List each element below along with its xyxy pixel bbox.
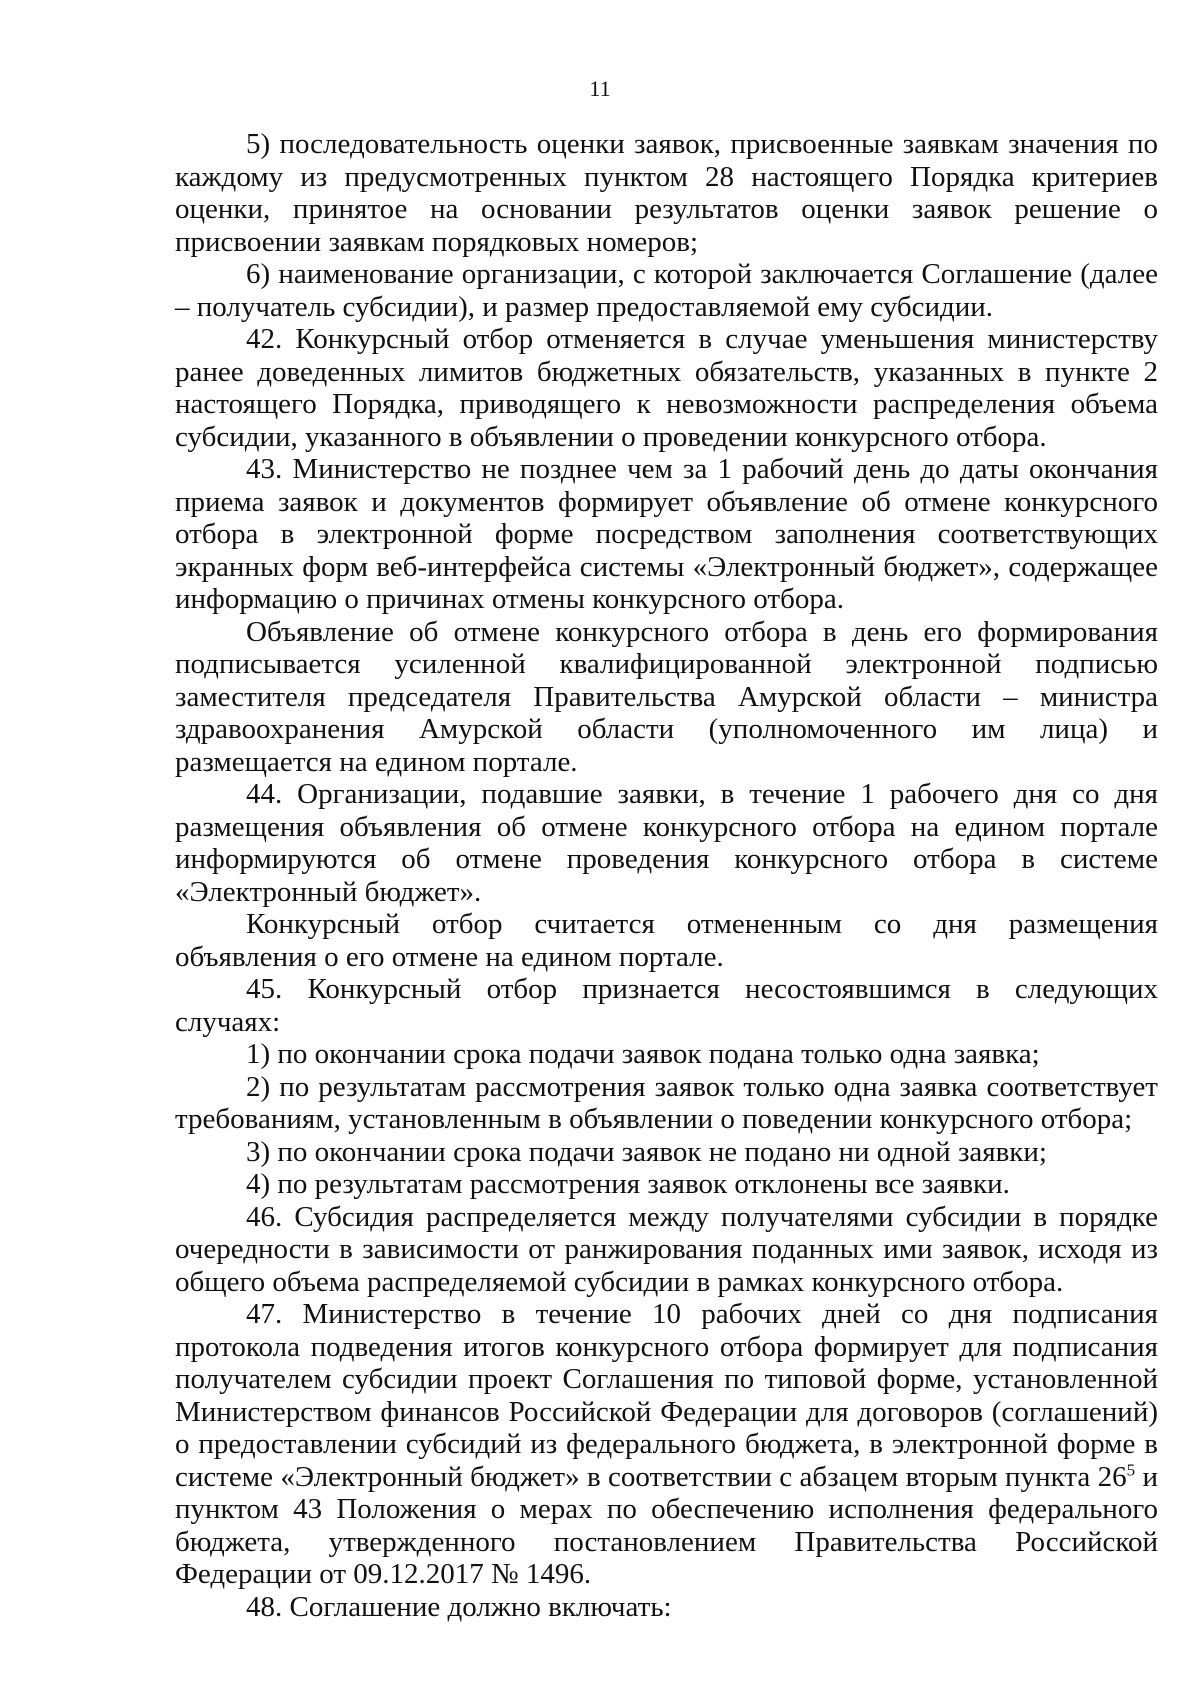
paragraph-43: 43. Министерство не позднее чем за 1 рабочий день до даты окончания приема заявок и документов формирует объявление об отмене конкурсного отбора в электронной форме посредством заполнения соответствующих экранных форм веб-интерфейса системы «Электронный бюджет», содержащее информацию о причинах отмены конкурсного отбора. bbox=[175, 453, 1158, 615]
paragraph-47-text-start: 47. Министерство в течение 10 рабочих дней со дня подписания протокола подведения итогов конкурсного отбора формирует для подписания получателем субсидии проект Соглашения по типовой форме, установленной Министерством финансов Российской Федерации для договоров (соглашений) о предоставлении субсидий из федерального бюджета, в электронной форме в системе «Электронный бюджет» в соответствии с абзацем вторым пункта 26 bbox=[175, 1298, 1158, 1493]
paragraph-48: 48. Соглашение должно включать: bbox=[246, 1590, 672, 1623]
paragraph-45-item-1: 1) по окончании срока подачи заявок подана только одна заявка; bbox=[246, 1038, 1040, 1070]
paragraph-47-text-end: и пунктом 43 Положения о мерах по обеспечению исполнения федерального бюджета, утвержденного постановлением Правительства Российской Федерации от 09.12.2017 № 1496. bbox=[175, 1460, 1158, 1590]
paragraph-44: 44. Организации, подавшие заявки, в течение 1 рабочего дня со дня размещения объявления об отмене конкурсного отбора на едином портале информируются об отмене проведения конкурсного отбора в системе «Электронный бюджет». bbox=[175, 778, 1158, 908]
paragraph-47 bbox=[175, 1298, 1158, 1591]
paragraph-item-5: 5) последовательность оценки заявок, присвоенные заявкам значения по каждому из предусмотренных пунктом 28 настоящего Порядка критериев оценки, принятое на основании результатов оценки заявок решение о присвоении заявкам порядковых номеров; bbox=[175, 128, 1158, 258]
paragraph-47-superscript: 5 bbox=[1126, 1459, 1136, 1479]
paragraph-43-announcement: Объявление об отмене конкурсного отбора в день его формирования подписывается усиленной квалифицированной электронной подписью заместителя председателя Правительства Амурской области – министра здравоохранения Амурской области (уполномоченного им лица) и размещается на едином портале. bbox=[175, 615, 1158, 778]
paragraph-45: 45. Конкурсный отбор признается несостоявшимся в следующих случаях: bbox=[175, 973, 1158, 1038]
paragraph-45-item-3: 3) по окончании срока подачи заявок не подано ни одной заявки; bbox=[246, 1135, 1047, 1168]
paragraph-42: 42. Конкурсный отбор отменяется в случае уменьшения министерству ранее доведенных лимитов бюджетных обязательств, указанных в пункте 2 настоящего Порядка, приводящего к невозможности распределения объема субсидии, указанного в объявлении о проведении конкурсного отбора. bbox=[175, 323, 1158, 453]
paragraph-45-item-2: 2) по результатам рассмотрения заявок только одна заявка соответствует требованиям, установленным в объявлении о поведении конкурсного отбора; bbox=[175, 1070, 1158, 1135]
paragraph-item-6: 6) наименование организации, с которой заключается Соглашение (далее – получатель субсидии), и размер предоставляемой ему субсидии. bbox=[175, 258, 1158, 323]
page-number: 11 bbox=[589, 76, 611, 101]
document-body bbox=[175, 128, 1158, 1623]
paragraph-46: 46. Субсидия распределяется между получателями субсидии в порядке очередности в зависимости от ранжирования поданных ими заявок, исходя из общего объема распределяемой субсидии в рамках конкурсного отбора. bbox=[175, 1200, 1158, 1298]
paragraph-44-cancelled: Конкурсный отбор считается отмененным со дня размещения объявления о его отмене на едином портале. bbox=[175, 908, 1158, 973]
paragraph-45-item-4: 4) по результатам рассмотрения заявок отклонены все заявки. bbox=[246, 1168, 1010, 1200]
